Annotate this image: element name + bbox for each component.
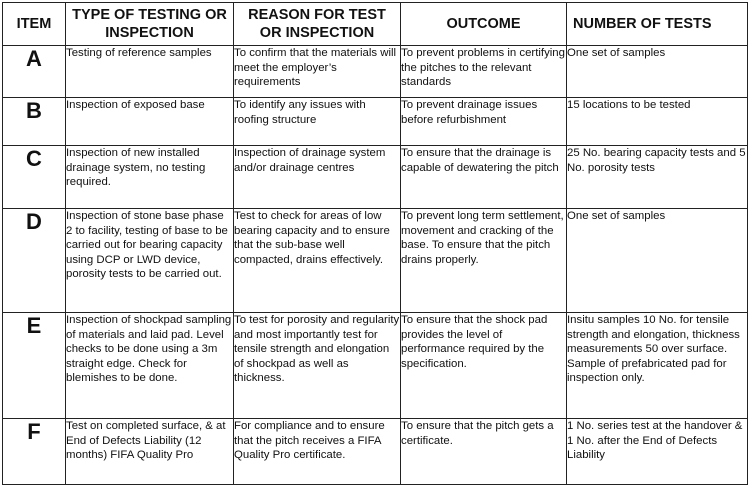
table-row (3, 46, 748, 98)
count-cell: One set of samples (567, 209, 748, 313)
table-row (3, 419, 748, 485)
item-label: A (3, 46, 66, 98)
table-row (3, 146, 748, 209)
header-reason: REASON FOR TEST OR INSPECTION (234, 3, 401, 46)
outcome-cell: To ensure that the drainage is capable of dewatering the pitch (401, 146, 567, 209)
count-cell: Insitu samples 10 No. for tensile strength and elongation, thickness measurements 50 over surface. Sample of prefabricated pad for inspection only. (567, 313, 748, 419)
item-label: C (3, 146, 66, 209)
item-label: B (3, 98, 66, 146)
table-row (3, 98, 748, 146)
reason-cell: For compliance and to ensure that the pitch receives a FIFA Quality Pro certificate. (234, 419, 401, 485)
header-item: ITEM (3, 3, 66, 46)
reason-cell: To identify any issues with roofing structure (234, 98, 401, 146)
reason-cell: To confirm that the materials will meet the employer’s requirements (234, 46, 401, 98)
type-cell: Inspection of exposed base (66, 98, 234, 146)
reason-cell: Test to check for areas of low bearing capacity and to ensure that the sub-base well compacted, drains effectively. (234, 209, 401, 313)
reason-cell: Inspection of drainage system and/or drainage centres (234, 146, 401, 209)
count-cell: 1 No. series test at the handover & 1 No. after the End of Defects Liability (567, 419, 748, 485)
type-cell: Testing of reference samples (66, 46, 234, 98)
header-outcome: OUTCOME (401, 3, 567, 46)
count-cell: 15 locations to be tested (567, 98, 748, 146)
type-cell: Inspection of shockpad sampling of materials and laid pad. Level checks to be done using a 3m straight edge. Check for blemishes to be done. (66, 313, 234, 419)
header-type: TYPE OF TESTING OR INSPECTION (66, 3, 234, 46)
type-cell: Inspection of stone base phase 2 to facility, testing of base to be carried out for bearing capacity using DCP or LWD device, porosity tests to be carried out. (66, 209, 234, 313)
reason-cell: To test for porosity and regularity and most importantly test for tensile strength and elongation of shockpad as well as thickness. (234, 313, 401, 419)
header-number-of-tests: NUMBER OF TESTS (567, 3, 748, 46)
outcome-cell: To ensure that the shock pad provides the level of performance required by the specification. (401, 313, 567, 419)
count-cell: 25 No. bearing capacity tests and 5 No. porosity tests (567, 146, 748, 209)
item-label: E (3, 313, 66, 419)
inspection-table (2, 2, 748, 485)
outcome-cell: To prevent drainage issues before refurbishment (401, 98, 567, 146)
header-row (3, 3, 748, 46)
item-label: D (3, 209, 66, 313)
type-cell: Test on completed surface, & at End of Defects Liability (12 months) FIFA Quality Pro (66, 419, 234, 485)
table-row (3, 209, 748, 313)
outcome-cell: To ensure that the pitch gets a certificate. (401, 419, 567, 485)
outcome-cell: To prevent problems in certifying the pitches to the relevant standards (401, 46, 567, 98)
item-label: F (3, 419, 66, 485)
type-cell: Inspection of new installed drainage system, no testing required. (66, 146, 234, 209)
outcome-cell: To prevent long term settlement, movement and cracking of the base. To ensure that the pitch drains properly. (401, 209, 567, 313)
count-cell: One set of samples (567, 46, 748, 98)
table-row (3, 313, 748, 419)
